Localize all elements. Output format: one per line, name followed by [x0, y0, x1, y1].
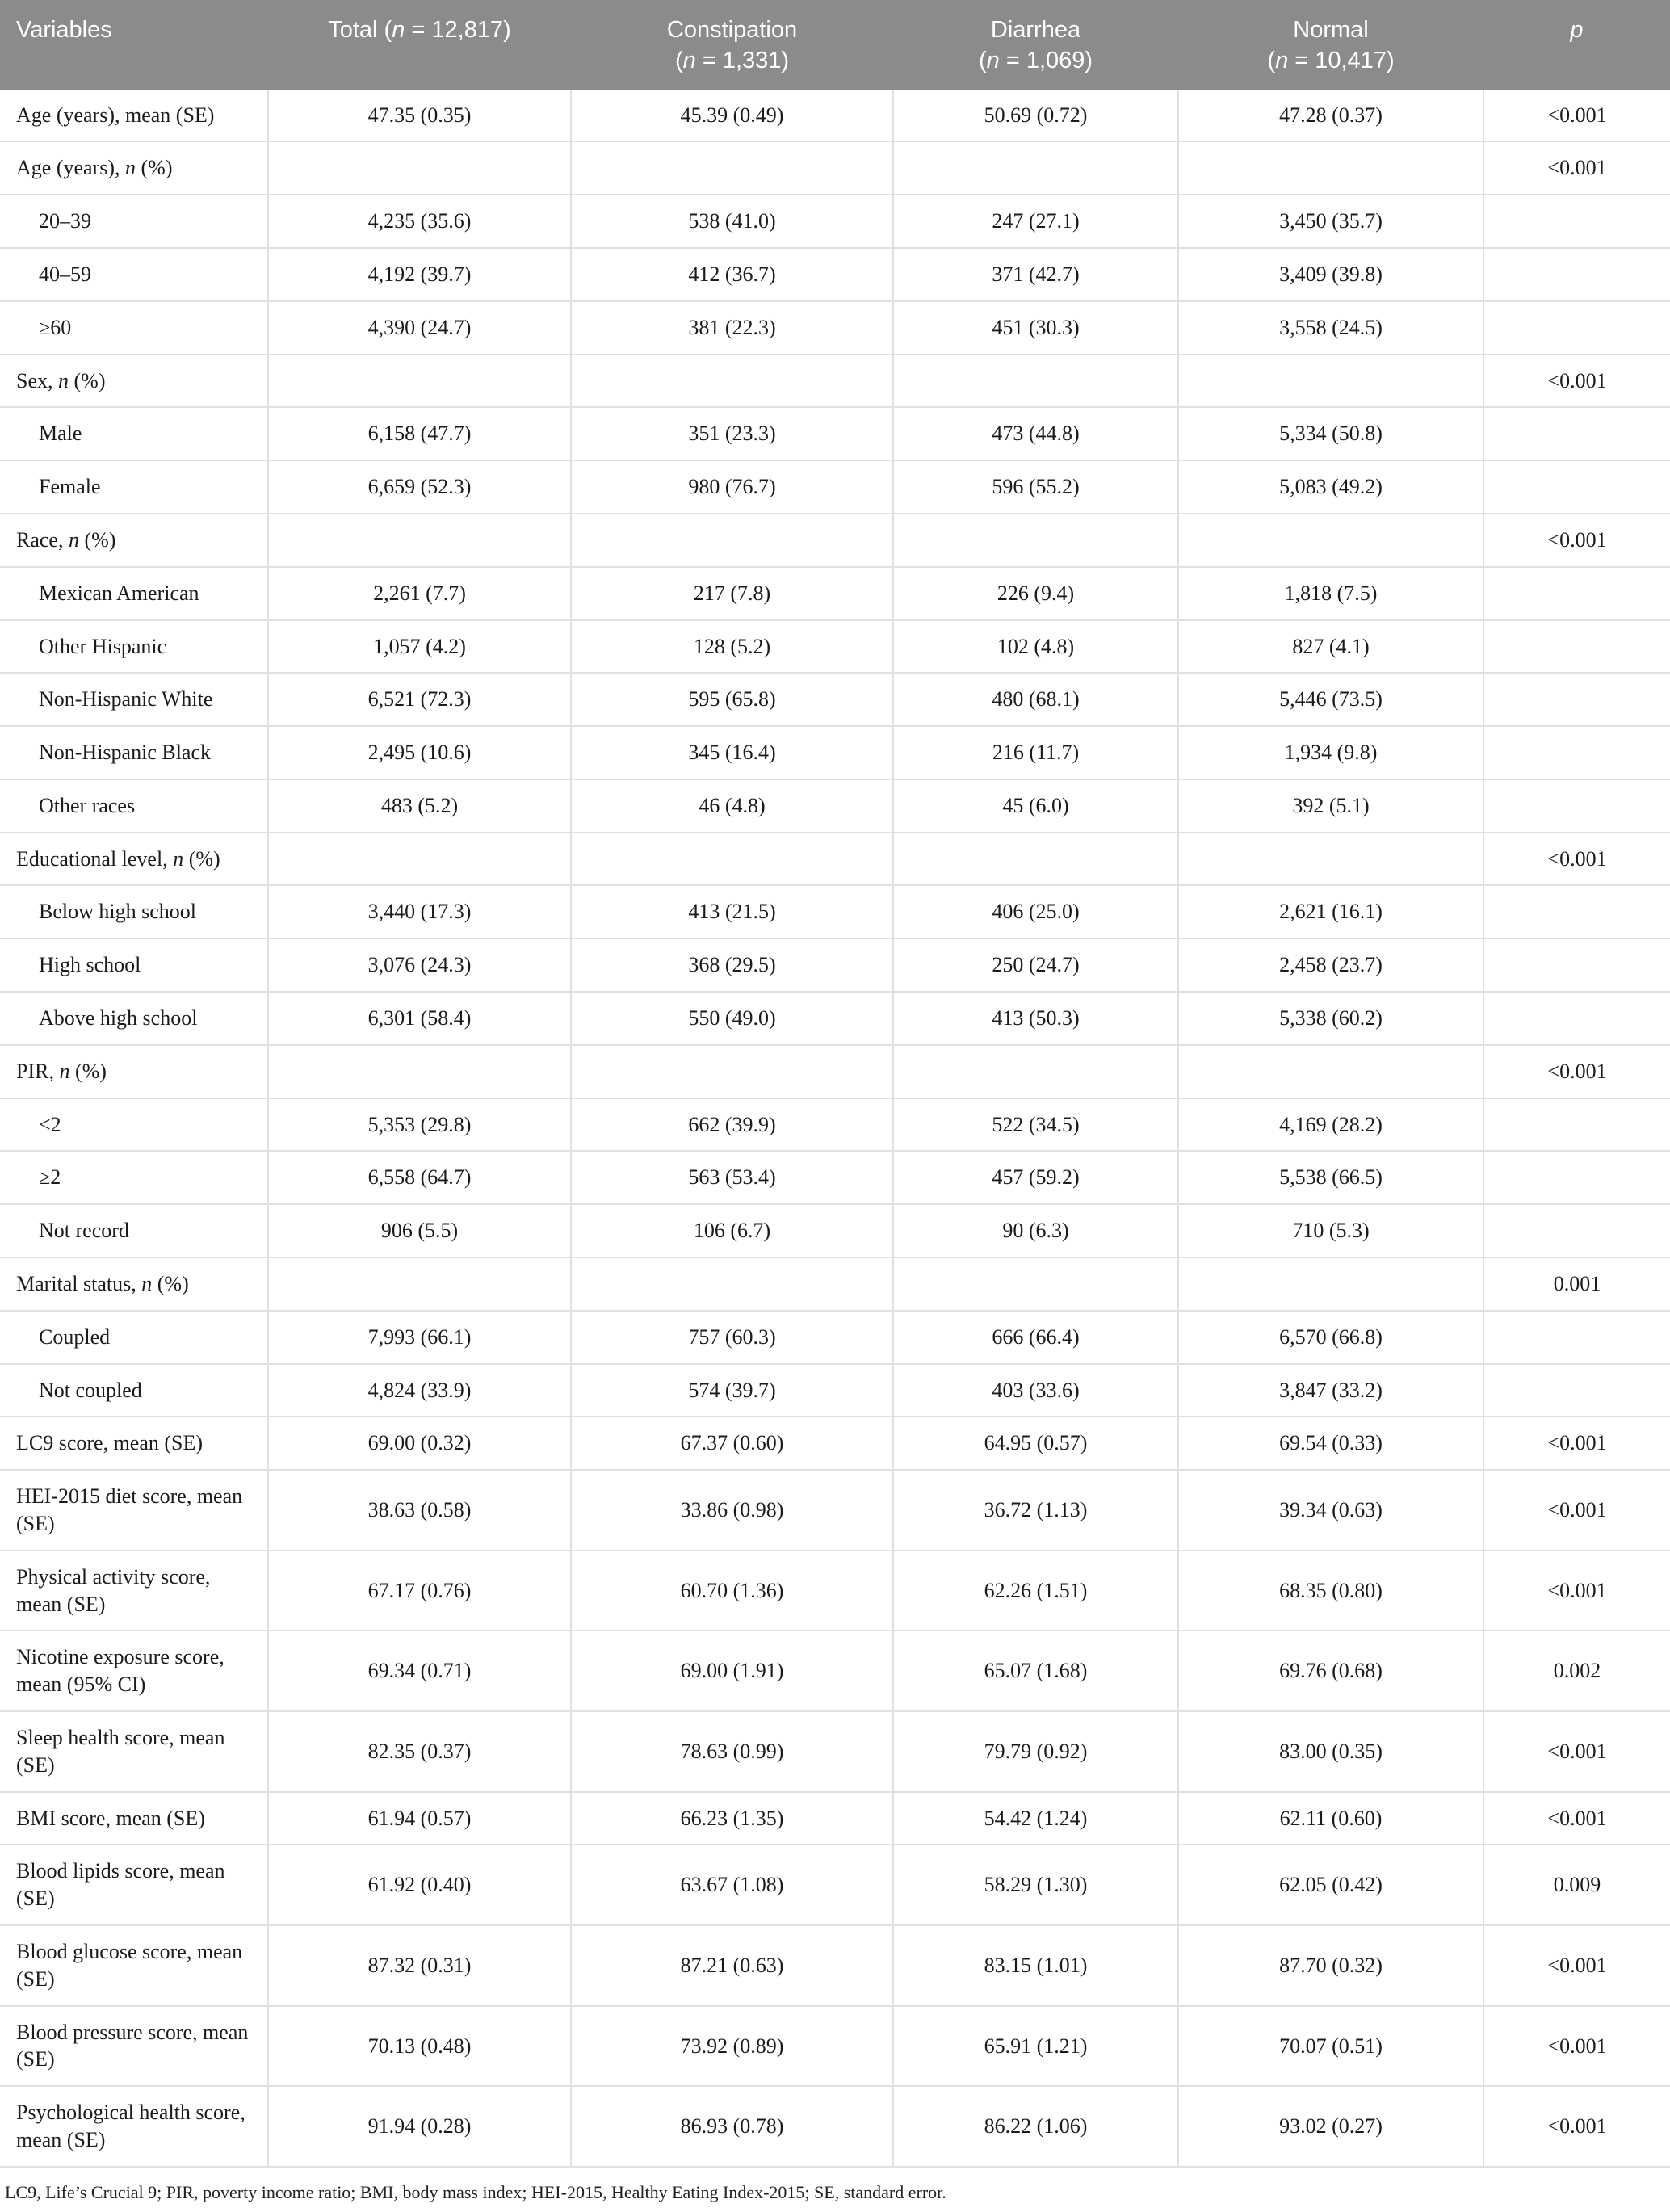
header-diarrhea: Diarrhea (n = 1,069) — [893, 0, 1178, 90]
cell-diarrhea: 54.42 (1.24) — [893, 1792, 1178, 1845]
table-row — [0, 885, 1670, 938]
cell-diarrhea: 50.69 (0.72) — [893, 90, 1178, 142]
cell-variable: Other races — [0, 779, 268, 833]
cell-constipation: 413 (21.5) — [571, 885, 893, 938]
cell-normal: 1,818 (7.5) — [1178, 567, 1483, 620]
cell-diarrhea: 457 (59.2) — [893, 1151, 1178, 1204]
table-row — [0, 938, 1670, 992]
cell-total: 6,521 (72.3) — [268, 673, 571, 726]
cell-normal: 4,169 (28.2) — [1178, 1098, 1483, 1152]
cell-normal: 5,446 (73.5) — [1178, 673, 1483, 726]
table-row — [0, 1257, 1670, 1311]
cell-constipation: 87.21 (0.63) — [571, 1925, 893, 2006]
cell-normal — [1178, 355, 1483, 408]
cell-variable: ≥2 — [0, 1151, 268, 1204]
table-row — [0, 1925, 1670, 2006]
cell-total: 4,235 (35.6) — [268, 195, 571, 248]
cell-p: <0.001 — [1483, 1551, 1670, 1631]
cell-normal: 5,538 (66.5) — [1178, 1151, 1483, 1204]
cell-total: 906 (5.5) — [268, 1204, 571, 1257]
cell-constipation: 595 (65.8) — [571, 673, 893, 726]
cell-variable: BMI score, mean (SE) — [0, 1792, 268, 1845]
cell-p — [1483, 779, 1670, 833]
header-total: Total (n = 12,817) — [268, 0, 571, 90]
cell-normal: 827 (4.1) — [1178, 620, 1483, 674]
cell-normal: 5,334 (50.8) — [1178, 407, 1483, 460]
table-row — [0, 248, 1670, 301]
cell-variable: HEI-2015 diet score, mean (SE) — [0, 1470, 268, 1551]
cell-constipation: 63.67 (1.08) — [571, 1845, 893, 1925]
cell-p — [1483, 407, 1670, 460]
cell-normal: 62.11 (0.60) — [1178, 1792, 1483, 1845]
cell-p — [1483, 248, 1670, 301]
cell-p: <0.001 — [1483, 2086, 1670, 2167]
cell-variable: PIR, n (%) — [0, 1045, 268, 1098]
cell-variable: Other Hispanic — [0, 620, 268, 674]
cell-p: <0.001 — [1483, 1470, 1670, 1551]
cell-total — [268, 141, 571, 195]
cell-total: 91.94 (0.28) — [268, 2086, 571, 2167]
cell-p — [1483, 620, 1670, 674]
cell-total: 38.63 (0.58) — [268, 1470, 571, 1551]
cell-variable: Male — [0, 407, 268, 460]
cell-total: 4,824 (33.9) — [268, 1364, 571, 1417]
table-row — [0, 567, 1670, 620]
cell-constipation: 78.63 (0.99) — [571, 1711, 893, 1792]
cell-variable: Not record — [0, 1204, 268, 1257]
table-row — [0, 1792, 1670, 1845]
cell-total: 87.32 (0.31) — [268, 1925, 571, 2006]
table-row — [0, 1711, 1670, 1792]
table-row — [0, 141, 1670, 195]
cell-diarrhea: 64.95 (0.57) — [893, 1417, 1178, 1470]
cell-normal: 68.35 (0.80) — [1178, 1551, 1483, 1631]
cell-p — [1483, 1204, 1670, 1257]
cell-variable: Psychological health score, mean (SE) — [0, 2086, 268, 2167]
cell-variable: 40–59 — [0, 248, 268, 301]
table-row — [0, 1364, 1670, 1417]
cell-variable: Coupled — [0, 1311, 268, 1364]
table-row — [0, 407, 1670, 460]
table-row — [0, 1417, 1670, 1470]
cell-diarrhea: 371 (42.7) — [893, 248, 1178, 301]
cell-p: <0.001 — [1483, 141, 1670, 195]
cell-constipation: 217 (7.8) — [571, 567, 893, 620]
cell-variable: Female — [0, 460, 268, 514]
cell-diarrhea: 36.72 (1.13) — [893, 1470, 1178, 1551]
cell-total: 1,057 (4.2) — [268, 620, 571, 674]
cell-p: <0.001 — [1483, 355, 1670, 408]
cell-variable: Mexican American — [0, 567, 268, 620]
cell-normal: 69.54 (0.33) — [1178, 1417, 1483, 1470]
cell-variable: Race, n (%) — [0, 514, 268, 567]
cell-p: <0.001 — [1483, 1711, 1670, 1792]
cell-diarrhea — [893, 1045, 1178, 1098]
cell-variable: Nicotine exposure score, mean (95% CI) — [0, 1631, 268, 1711]
header-row — [0, 0, 1670, 90]
cell-constipation: 662 (39.9) — [571, 1098, 893, 1152]
cell-constipation: 106 (6.7) — [571, 1204, 893, 1257]
cell-diarrhea: 65.07 (1.68) — [893, 1631, 1178, 1711]
cell-total: 61.92 (0.40) — [268, 1845, 571, 1925]
table-row — [0, 514, 1670, 567]
cell-total — [268, 355, 571, 408]
cell-constipation: 980 (76.7) — [571, 460, 893, 514]
cell-normal: 2,621 (16.1) — [1178, 885, 1483, 938]
cell-variable: Age (years), n (%) — [0, 141, 268, 195]
cell-diarrhea: 216 (11.7) — [893, 726, 1178, 779]
cell-constipation: 757 (60.3) — [571, 1311, 893, 1364]
cell-p — [1483, 195, 1670, 248]
cell-constipation: 46 (4.8) — [571, 779, 893, 833]
table-row — [0, 2086, 1670, 2167]
cell-total — [268, 833, 571, 886]
cell-total: 82.35 (0.37) — [268, 1711, 571, 1792]
cell-diarrhea — [893, 514, 1178, 567]
cell-p: 0.001 — [1483, 1257, 1670, 1311]
table-row — [0, 1098, 1670, 1152]
cell-constipation — [571, 1045, 893, 1098]
cell-variable: Physical activity score, mean (SE) — [0, 1551, 268, 1631]
cell-variable: ≥60 — [0, 301, 268, 355]
table-row — [0, 620, 1670, 674]
cell-variable: Blood lipids score, mean (SE) — [0, 1845, 268, 1925]
cell-total: 3,076 (24.3) — [268, 938, 571, 992]
cell-normal: 70.07 (0.51) — [1178, 2006, 1483, 2087]
table-row — [0, 1045, 1670, 1098]
cell-normal — [1178, 514, 1483, 567]
cell-p — [1483, 1098, 1670, 1152]
table-row — [0, 460, 1670, 514]
cell-normal: 5,338 (60.2) — [1178, 992, 1483, 1045]
cell-normal: 83.00 (0.35) — [1178, 1711, 1483, 1792]
header-p-value: p — [1483, 0, 1670, 90]
cell-diarrhea: 250 (24.7) — [893, 938, 1178, 992]
cell-diarrhea: 666 (66.4) — [893, 1311, 1178, 1364]
cell-total: 61.94 (0.57) — [268, 1792, 571, 1845]
cell-total: 6,301 (58.4) — [268, 992, 571, 1045]
table-row — [0, 90, 1670, 142]
cell-total: 47.35 (0.35) — [268, 90, 571, 142]
cell-diarrhea: 83.15 (1.01) — [893, 1925, 1178, 2006]
cell-constipation: 351 (23.3) — [571, 407, 893, 460]
cell-constipation: 69.00 (1.91) — [571, 1631, 893, 1711]
cell-total: 2,261 (7.7) — [268, 567, 571, 620]
cell-total: 483 (5.2) — [268, 779, 571, 833]
cell-diarrhea: 102 (4.8) — [893, 620, 1178, 674]
cell-normal: 2,458 (23.7) — [1178, 938, 1483, 992]
cell-p — [1483, 301, 1670, 355]
cell-normal: 6,570 (66.8) — [1178, 1311, 1483, 1364]
table-row — [0, 1311, 1670, 1364]
cell-total: 69.34 (0.71) — [268, 1631, 571, 1711]
header-normal: Normal (n = 10,417) — [1178, 0, 1483, 90]
cell-constipation: 550 (49.0) — [571, 992, 893, 1045]
cell-variable: Marital status, n (%) — [0, 1257, 268, 1311]
cell-constipation: 574 (39.7) — [571, 1364, 893, 1417]
cell-p: 0.002 — [1483, 1631, 1670, 1711]
table-row — [0, 1204, 1670, 1257]
cell-normal: 47.28 (0.37) — [1178, 90, 1483, 142]
cell-p: <0.001 — [1483, 1417, 1670, 1470]
cell-total: 3,440 (17.3) — [268, 885, 571, 938]
cell-constipation: 381 (22.3) — [571, 301, 893, 355]
table-row — [0, 1470, 1670, 1551]
cell-diarrhea: 480 (68.1) — [893, 673, 1178, 726]
cell-diarrhea: 65.91 (1.21) — [893, 2006, 1178, 2087]
table-row — [0, 779, 1670, 833]
cell-variable: Blood glucose score, mean (SE) — [0, 1925, 268, 2006]
cell-p — [1483, 1364, 1670, 1417]
cell-constipation: 33.86 (0.98) — [571, 1470, 893, 1551]
cell-p — [1483, 1311, 1670, 1364]
header-constipation: Constipation (n = 1,331) — [571, 0, 893, 90]
cell-p: <0.001 — [1483, 1792, 1670, 1845]
cell-normal: 5,083 (49.2) — [1178, 460, 1483, 514]
cell-variable: Educational level, n (%) — [0, 833, 268, 886]
cell-p — [1483, 1151, 1670, 1204]
cell-constipation: 66.23 (1.35) — [571, 1792, 893, 1845]
cell-diarrhea: 62.26 (1.51) — [893, 1551, 1178, 1631]
cell-variable: Above high school — [0, 992, 268, 1045]
cell-normal: 69.76 (0.68) — [1178, 1631, 1483, 1711]
cell-constipation: 412 (36.7) — [571, 248, 893, 301]
cell-normal — [1178, 141, 1483, 195]
cell-diarrhea: 45 (6.0) — [893, 779, 1178, 833]
cell-total — [268, 1257, 571, 1311]
cell-p: <0.001 — [1483, 514, 1670, 567]
cell-constipation: 73.92 (0.89) — [571, 2006, 893, 2087]
cell-p — [1483, 567, 1670, 620]
cell-constipation: 368 (29.5) — [571, 938, 893, 992]
cell-constipation — [571, 355, 893, 408]
cell-diarrhea: 413 (50.3) — [893, 992, 1178, 1045]
table-row — [0, 726, 1670, 779]
cell-total: 4,390 (24.7) — [268, 301, 571, 355]
cell-normal: 93.02 (0.27) — [1178, 2086, 1483, 2167]
cell-normal: 3,847 (33.2) — [1178, 1364, 1483, 1417]
cell-diarrhea: 403 (33.6) — [893, 1364, 1178, 1417]
cell-constipation: 86.93 (0.78) — [571, 2086, 893, 2167]
cell-diarrhea: 247 (27.1) — [893, 195, 1178, 248]
cell-variable: Below high school — [0, 885, 268, 938]
cell-normal: 3,558 (24.5) — [1178, 301, 1483, 355]
cell-diarrhea: 86.22 (1.06) — [893, 2086, 1178, 2167]
cell-normal: 1,934 (9.8) — [1178, 726, 1483, 779]
cell-normal: 710 (5.3) — [1178, 1204, 1483, 1257]
cell-diarrhea — [893, 355, 1178, 408]
cell-diarrhea — [893, 1257, 1178, 1311]
cell-p: <0.001 — [1483, 2006, 1670, 2087]
cell-constipation: 345 (16.4) — [571, 726, 893, 779]
cell-normal — [1178, 833, 1483, 886]
table-header — [0, 0, 1670, 90]
cell-constipation: 538 (41.0) — [571, 195, 893, 248]
cell-p: 0.009 — [1483, 1845, 1670, 1925]
cell-constipation: 45.39 (0.49) — [571, 90, 893, 142]
cell-p — [1483, 460, 1670, 514]
cell-normal: 87.70 (0.32) — [1178, 1925, 1483, 2006]
table-row — [0, 301, 1670, 355]
cell-total: 7,993 (66.1) — [268, 1311, 571, 1364]
cell-variable: Age (years), mean (SE) — [0, 90, 268, 142]
cell-p — [1483, 992, 1670, 1045]
cell-constipation — [571, 833, 893, 886]
cell-diarrhea: 226 (9.4) — [893, 567, 1178, 620]
cell-diarrhea: 473 (44.8) — [893, 407, 1178, 460]
cell-variable: Blood pressure score, mean (SE) — [0, 2006, 268, 2087]
cell-constipation: 128 (5.2) — [571, 620, 893, 674]
cell-total — [268, 514, 571, 567]
table-row — [0, 195, 1670, 248]
cell-variable: LC9 score, mean (SE) — [0, 1417, 268, 1470]
table-row — [0, 1631, 1670, 1711]
cell-total: 6,158 (47.7) — [268, 407, 571, 460]
table-footnote: LC9, Life’s Crucial 9; PIR, poverty income ratio; BMI, body mass index; HEI-2015, Healthy Eating Index-2015; SE, standard error. — [5, 2181, 946, 2202]
cell-normal: 62.05 (0.42) — [1178, 1845, 1483, 1925]
table-body — [0, 90, 1670, 2167]
table-row — [0, 1845, 1670, 1925]
table-row — [0, 355, 1670, 408]
cell-total: 4,192 (39.7) — [268, 248, 571, 301]
cell-p: <0.001 — [1483, 833, 1670, 886]
cell-total: 5,353 (29.8) — [268, 1098, 571, 1152]
cell-p — [1483, 726, 1670, 779]
cell-variable: High school — [0, 938, 268, 992]
cell-diarrhea: 596 (55.2) — [893, 460, 1178, 514]
cell-variable: Non-Hispanic White — [0, 673, 268, 726]
cell-diarrhea: 522 (34.5) — [893, 1098, 1178, 1152]
cell-constipation: 60.70 (1.36) — [571, 1551, 893, 1631]
cell-total: 6,558 (64.7) — [268, 1151, 571, 1204]
header-variables: Variables — [0, 0, 268, 90]
cell-variable: <2 — [0, 1098, 268, 1152]
cell-normal: 392 (5.1) — [1178, 779, 1483, 833]
cell-variable: Non-Hispanic Black — [0, 726, 268, 779]
cell-diarrhea: 451 (30.3) — [893, 301, 1178, 355]
cell-constipation — [571, 514, 893, 567]
table-row — [0, 673, 1670, 726]
cell-p — [1483, 938, 1670, 992]
table-row — [0, 992, 1670, 1045]
cell-constipation: 67.37 (0.60) — [571, 1417, 893, 1470]
cell-p: <0.001 — [1483, 1925, 1670, 2006]
cell-normal: 3,450 (35.7) — [1178, 195, 1483, 248]
cell-variable: Sleep health score, mean (SE) — [0, 1711, 268, 1792]
cell-variable: 20–39 — [0, 195, 268, 248]
cell-diarrhea: 90 (6.3) — [893, 1204, 1178, 1257]
cell-total: 6,659 (52.3) — [268, 460, 571, 514]
cell-p — [1483, 885, 1670, 938]
table-row — [0, 2006, 1670, 2087]
cell-p — [1483, 673, 1670, 726]
cell-diarrhea: 58.29 (1.30) — [893, 1845, 1178, 1925]
cell-variable: Not coupled — [0, 1364, 268, 1417]
cell-constipation: 563 (53.4) — [571, 1151, 893, 1204]
cell-variable: Sex, n (%) — [0, 355, 268, 408]
cell-constipation — [571, 1257, 893, 1311]
cell-diarrhea — [893, 141, 1178, 195]
cell-normal — [1178, 1045, 1483, 1098]
cell-p: <0.001 — [1483, 90, 1670, 142]
cell-p: <0.001 — [1483, 1045, 1670, 1098]
cell-diarrhea: 79.79 (0.92) — [893, 1711, 1178, 1792]
table-row — [0, 1551, 1670, 1631]
cell-total: 67.17 (0.76) — [268, 1551, 571, 1631]
cell-diarrhea — [893, 833, 1178, 886]
cell-constipation — [571, 141, 893, 195]
cell-normal: 3,409 (39.8) — [1178, 248, 1483, 301]
cell-diarrhea: 406 (25.0) — [893, 885, 1178, 938]
cell-normal: 39.34 (0.63) — [1178, 1470, 1483, 1551]
cell-total: 2,495 (10.6) — [268, 726, 571, 779]
cell-total: 70.13 (0.48) — [268, 2006, 571, 2087]
cell-total: 69.00 (0.32) — [268, 1417, 571, 1470]
table-row — [0, 1151, 1670, 1204]
table-row — [0, 833, 1670, 886]
cell-normal — [1178, 1257, 1483, 1311]
cell-total — [268, 1045, 571, 1098]
